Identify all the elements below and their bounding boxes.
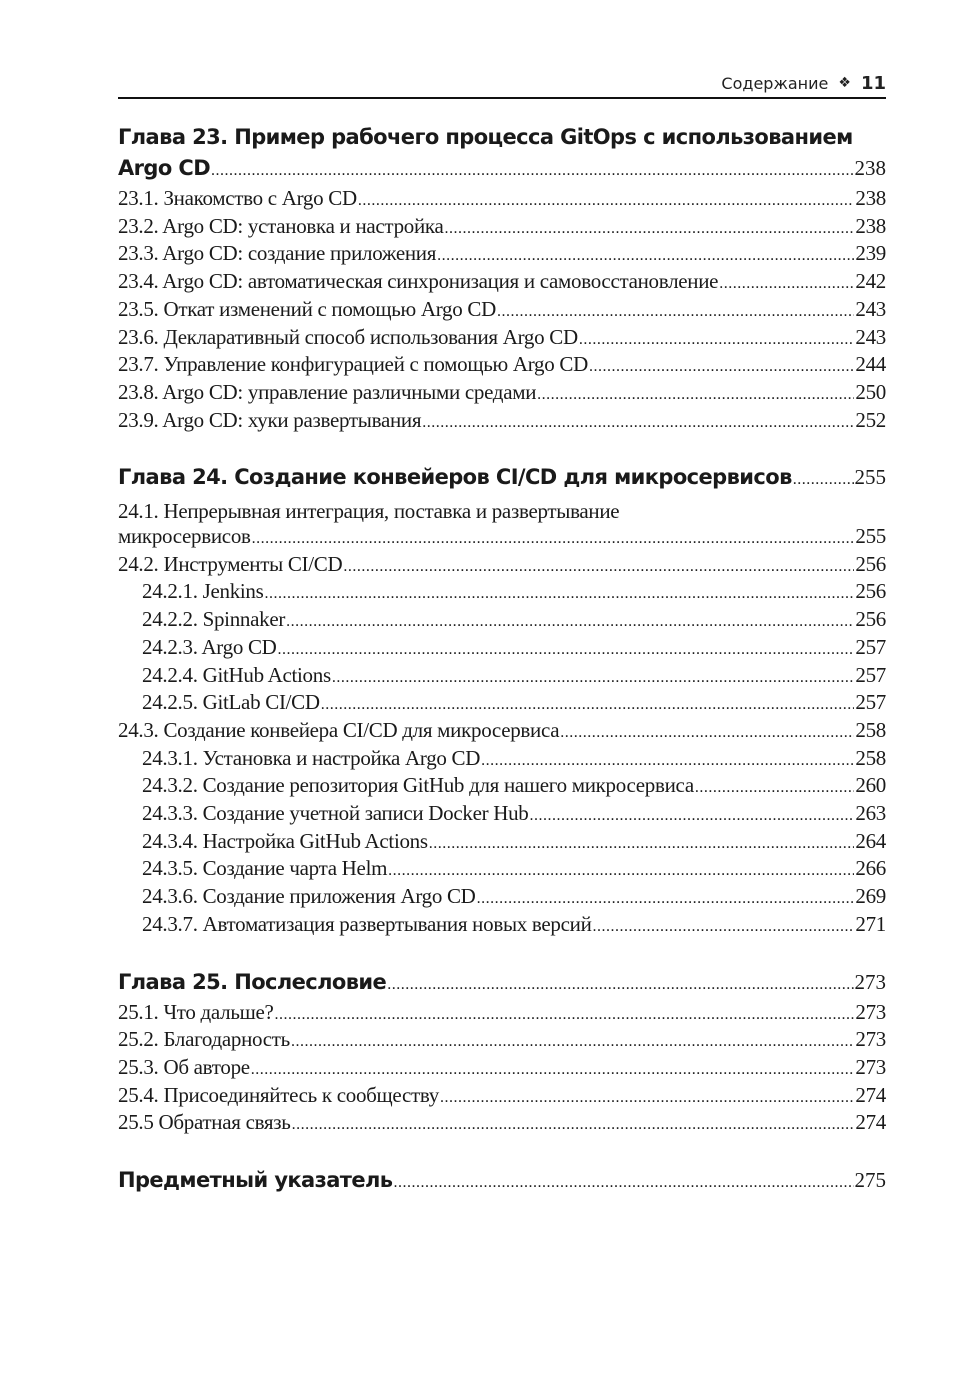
entry-title: 24.3. Создание конвейера CI/CD для микросервиса [118,717,560,742]
leader-dots [695,773,855,801]
leader-dots [422,408,854,436]
entry-title: 25.5 Обратная связь [118,1110,291,1135]
page-ref: 266 [855,856,886,881]
page-ref: 255 [855,524,886,549]
table-of-contents [118,122,886,1198]
entry-title: 24.3.3. Создание учетной записи Docker Hub [142,801,529,826]
toc-entry[interactable] [118,214,886,242]
leader-dots [477,884,855,912]
running-header-title: Содержание [721,73,829,93]
toc-entry[interactable] [118,380,886,408]
running-header [721,70,886,96]
entry-title: 23.7. Управление конфигурацией с помощью Argo CD [118,352,588,377]
chapter-title: Предметный указатель [118,1168,393,1193]
toc-entry[interactable] [118,912,886,940]
leader-dots [252,524,855,552]
entry-title: 25.3. Об авторе [118,1054,250,1079]
toc-entry[interactable] [118,829,886,857]
page-ref: 273 [855,999,886,1024]
page-ref: 256 [855,551,886,576]
leader-dots [332,663,855,691]
leader-dots [275,1000,855,1028]
page-ref: 252 [855,407,886,432]
entry-title: 24.2. Инструменты CI/CD [118,551,343,576]
page-ref: 258 [855,745,886,770]
leader-dots [387,967,853,1000]
leader-dots [265,579,855,607]
leader-dots [793,462,854,495]
page-ref: 239 [855,241,886,266]
toc-entry[interactable] [118,579,886,607]
toc-entry[interactable] [118,884,886,912]
leader-dots [388,856,854,884]
toc-entry[interactable] [118,663,886,691]
entry-title: 24.3.5. Создание чарта Helm [142,856,388,881]
chapter-23-title-line1[interactable]: Глава 23. Пример рабочего процесса GitOps с использованием [118,125,853,149]
page-ref: 256 [855,579,886,604]
page-ref: 257 [855,662,886,687]
page-ref: 244 [855,352,886,377]
page-ref: 274 [855,1110,886,1135]
page-ref: 275 [854,1168,886,1193]
entry-title: 24.2.2. Spinnaker [142,607,286,632]
header-rule [118,97,886,99]
page-ref: 260 [855,773,886,798]
page-ref: 250 [855,379,886,404]
page-ref: 238 [855,213,886,238]
page-ref: 257 [855,634,886,659]
page-ref: 255 [854,465,886,490]
page-ref: 256 [855,607,886,632]
entry-title: 23.6. Декларативный способ использования Argo CD [118,324,578,349]
page-ref: 257 [855,690,886,715]
page-ref: 269 [855,884,886,909]
leader-dots [530,801,855,829]
toc-entry[interactable] [118,552,886,580]
toc-entry[interactable] [118,186,886,214]
toc-entry[interactable] [118,408,886,436]
page-ref: 264 [855,828,886,853]
entry-title: 24.2.1. Jenkins [142,579,264,604]
toc-entry[interactable] [118,241,886,269]
leader-dots [343,552,854,580]
entry-title: 24.3.4. Настройка GitHub Actions [142,828,428,853]
toc-entry[interactable] [118,352,886,380]
toc-chapter-25[interactable] [118,967,886,1000]
toc-chapter-24[interactable] [118,462,886,495]
toc-entry[interactable] [118,856,886,884]
page-ref: 242 [855,269,886,294]
toc-entry[interactable] [118,325,886,353]
entry-title: 24.2.3. Argo CD [142,634,277,659]
leader-dots [593,912,855,940]
entry-title: 24.3.2. Создание репозитория GitHub для нашего микросервиса [142,773,694,798]
page-ref: 271 [855,911,886,936]
leader-dots [440,1083,854,1111]
toc-entry[interactable] [118,718,886,746]
ornament-icon: ❖ [838,75,851,91]
page-ref: 273 [855,1054,886,1079]
leader-dots [286,607,854,635]
entry-title: 25.4. Присоединяйтесь к сообществу [118,1082,439,1107]
toc-index[interactable] [118,1165,886,1198]
entry-title: 24.2.5. GitLab CI/CD [142,690,320,715]
entry-title: 23.3. Argo CD: создание приложения [118,241,437,266]
leader-dots [437,241,854,269]
leader-dots [560,718,854,746]
leader-dots [445,214,855,242]
entry-title: микросервисов [118,524,251,549]
page-ref: 258 [855,717,886,742]
page-ref: 273 [854,969,886,994]
page-ref: 274 [855,1082,886,1107]
toc-entry[interactable] [118,1110,886,1138]
leader-dots [579,325,855,353]
toc-entry[interactable] [118,773,886,801]
entry-title: 24.3.7. Автоматизация развертывания новых версий [142,911,592,936]
toc-entry[interactable] [118,746,886,774]
page-ref: 243 [855,324,886,349]
entry-title: 23.5. Откат изменений с помощью Argo CD [118,296,496,321]
toc-entry[interactable] [118,690,886,718]
chapter-title: Глава 25. Послесловие [118,969,387,994]
leader-dots [251,1055,855,1083]
page-ref: 238 [854,156,886,180]
entry-title: 24.2.4. GitHub Actions [142,662,331,687]
entry-title: 23.8. Argo CD: управление различными средами [118,379,537,404]
leader-dots [292,1110,855,1138]
entry-title: 25.2. Благодарность [118,1027,290,1052]
leader-dots [589,352,854,380]
entry-title: 23.4. Argo CD: автоматическая синхронизация и самовосстановление [118,269,719,294]
entry-title: 23.2. Argo CD: установка и настройка [118,213,444,238]
toc-entry[interactable] [118,1000,886,1028]
chapter-title: Argo CD [118,156,211,180]
toc-entry[interactable] [118,269,886,297]
section-24-1-title-line1[interactable]: 24.1. Непрерывная интеграция, поставка и развертывание [118,499,620,524]
toc-entry[interactable] [118,297,886,325]
toc-entry[interactable] [118,635,886,663]
leader-dots [537,380,854,408]
toc-chapter-23[interactable] [118,153,886,186]
leader-dots [393,1165,853,1198]
page-number: 11 [860,72,886,94]
toc-entry[interactable] [118,607,886,635]
entry-title: 23.1. Знакомство с Argo CD [118,186,357,210]
leader-dots [429,829,855,857]
toc-entry[interactable] [118,1083,886,1111]
leader-dots [211,153,853,186]
entry-title: 25.1. Что дальше? [118,999,274,1024]
entry-title: 24.3.6. Создание приложения Argo CD [142,884,476,909]
leader-dots [358,186,855,214]
leader-dots [481,746,854,774]
leader-dots [321,690,855,718]
toc-entry[interactable] [118,801,886,829]
leader-dots [497,297,854,325]
toc-entry[interactable] [118,1055,886,1083]
page-ref: 273 [855,1027,886,1052]
leader-dots [278,635,855,663]
entry-title: 23.9. Argo CD: хуки развертывания [118,407,422,432]
toc-entry[interactable] [118,1027,886,1055]
page-ref: 238 [855,186,886,210]
chapter-title: Глава 24. Создание конвейеров CI/CD для микросервисов [118,465,792,490]
page-ref: 263 [855,801,886,826]
page-ref: 243 [855,296,886,321]
entry-title: 24.3.1. Установка и настройка Argo CD [142,745,481,770]
toc-entry[interactable] [118,524,886,552]
leader-dots [291,1027,854,1055]
leader-dots [719,269,854,297]
